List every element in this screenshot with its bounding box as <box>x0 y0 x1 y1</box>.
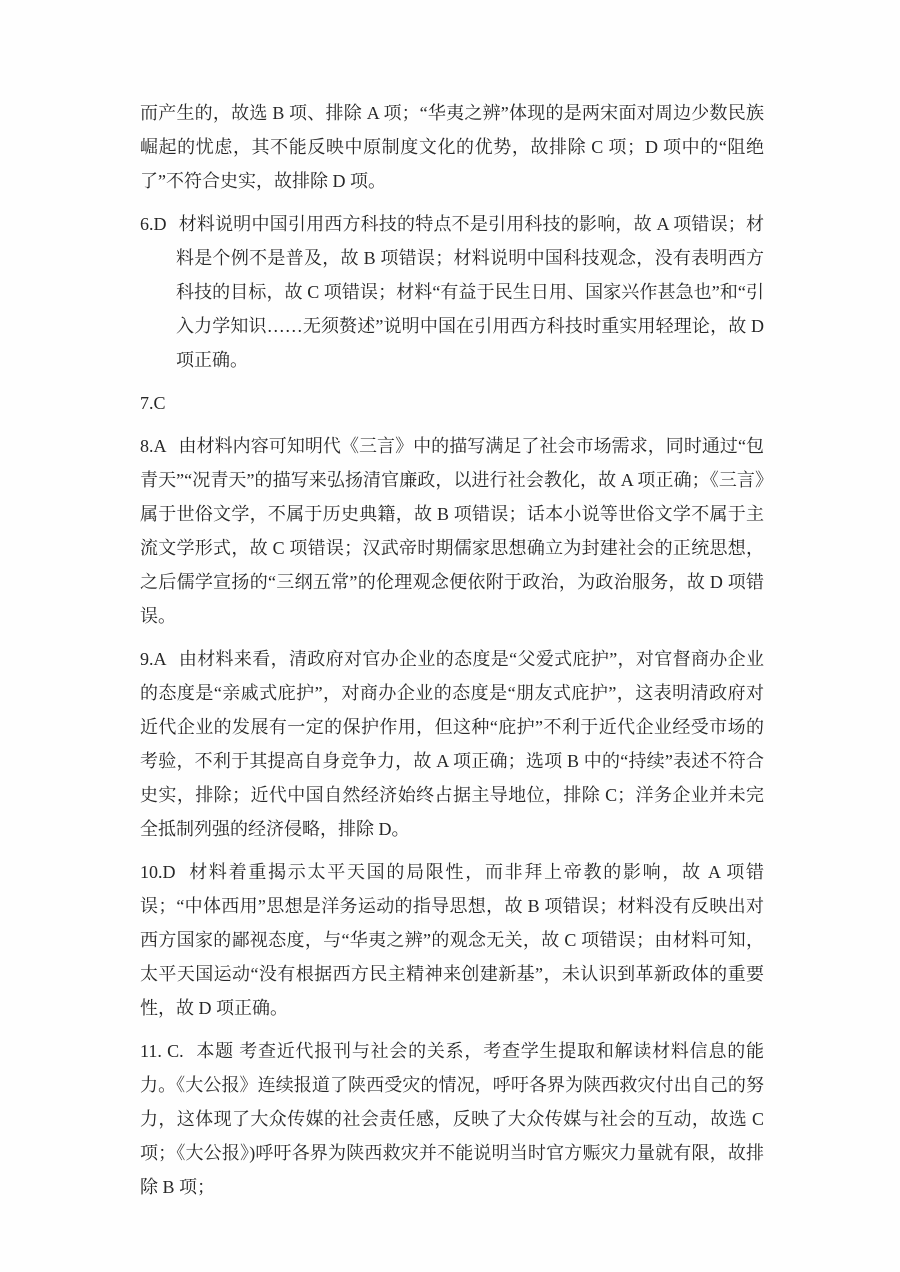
answer-text-8: 由材料内容可知明代《三言》中的描写满足了社会市场需求，同时通过“包青天”“况青天”的描写来弘扬清官廉政，以进行社会教化，故 A 项正确；《三言》属于世俗文学，不属于历史典籍，故 B 项错误；话本小说等世俗文学不属于主流文学形式，故 C 项错误；汉武帝时期儒家思想确立为封建社会的正统思想，之后儒学宣扬的“三纲五常”的伦理观念便依附于政治，为政治服务，故 D 项错误。 <box>140 436 764 626</box>
answer-label-9: 9.A <box>140 649 167 669</box>
answer-label-6: 6.D <box>140 214 167 234</box>
answer-label-8: 8.A <box>140 436 167 456</box>
answer-paragraph-11 <box>140 1034 764 1204</box>
answer-text-6: 材料说明中国引用西方科技的特点不是引用科技的影响，故 A 项错误；材料是个例不是普及，故 B 项错误；材料说明中国科技观念，没有表明西方科技的目标，故 C 项错误；材料“有益于民生日用、国家兴作甚急也”和“引入力学知识……无须赘述”说明中国在引用西方科技时重实用轻理论，故 D 项正确。 <box>176 214 764 370</box>
answer-paragraph-8 <box>140 429 764 633</box>
answer-paragraph-9 <box>140 642 764 846</box>
answer-paragraph-6 <box>140 207 764 377</box>
answer-paragraph-10 <box>140 855 764 1025</box>
answer-text-11: 本题 考查近代报刊与社会的关系，考查学生提取和解读材料信息的能力。《大公报》连续报道了陕西受灾的情况，呼吁各界为陕西救灾付出自己的努力，这体现了大众传媒的社会责任感，反映了大众传媒与社会的互动，故选 C 项；《大公报》)呼吁各界为陕西救灾并不能说明当时官方赈灾力量就有限，故排除 B 项； <box>140 1041 764 1197</box>
answer-paragraph-continuation <box>140 96 764 198</box>
answer-label-7: 7.C <box>140 393 166 413</box>
answer-label-10: 10.D <box>140 862 176 882</box>
answer-key-content <box>140 96 764 1213</box>
answer-text: 而产生的，故选 B 项、排除 A 项；“华夷之辨”体现的是两宋面对周边少数民族崛起的忧虑，其不能反映中原制度文化的优势，故排除 C 项；D 项中的“阻绝了”不符合史实，故排除 D 项。 <box>140 103 764 191</box>
answer-text-9: 由材料来看，清政府对官办企业的态度是“父爱式庇护”，对官督商办企业的态度是“亲戚式庇护”，对商办企业的态度是“朋友式庇护”，这表明清政府对近代企业的发展有一定的保护作用，但这种“庇护”不利于近代企业经受市场的考验，不利于其提高自身竞争力，故 A 项正确；选项 B 中的“持续”表述不符合史实，排除；近代中国自然经济始终占据主导地位，排除 C；洋务企业并未完全抵制列强的经济侵略，排除 D。 <box>140 649 764 839</box>
answer-label-11: 11. C. <box>140 1041 184 1061</box>
answer-text-10: 材料着重揭示太平天国的局限性，而非拜上帝教的影响，故 A 项错误；“中体西用”思想是洋务运动的指导思想，故 B 项错误；材料没有反映出对西方国家的鄙视态度，与“华夷之辨”的观念无关，故 C 项错误；由材料可知，太平天国运动“没有根据西方民主精神来创建新基”，未认识到革新政体的重要性，故 D 项正确。 <box>140 862 764 1018</box>
answer-paragraph-7 <box>140 386 764 420</box>
